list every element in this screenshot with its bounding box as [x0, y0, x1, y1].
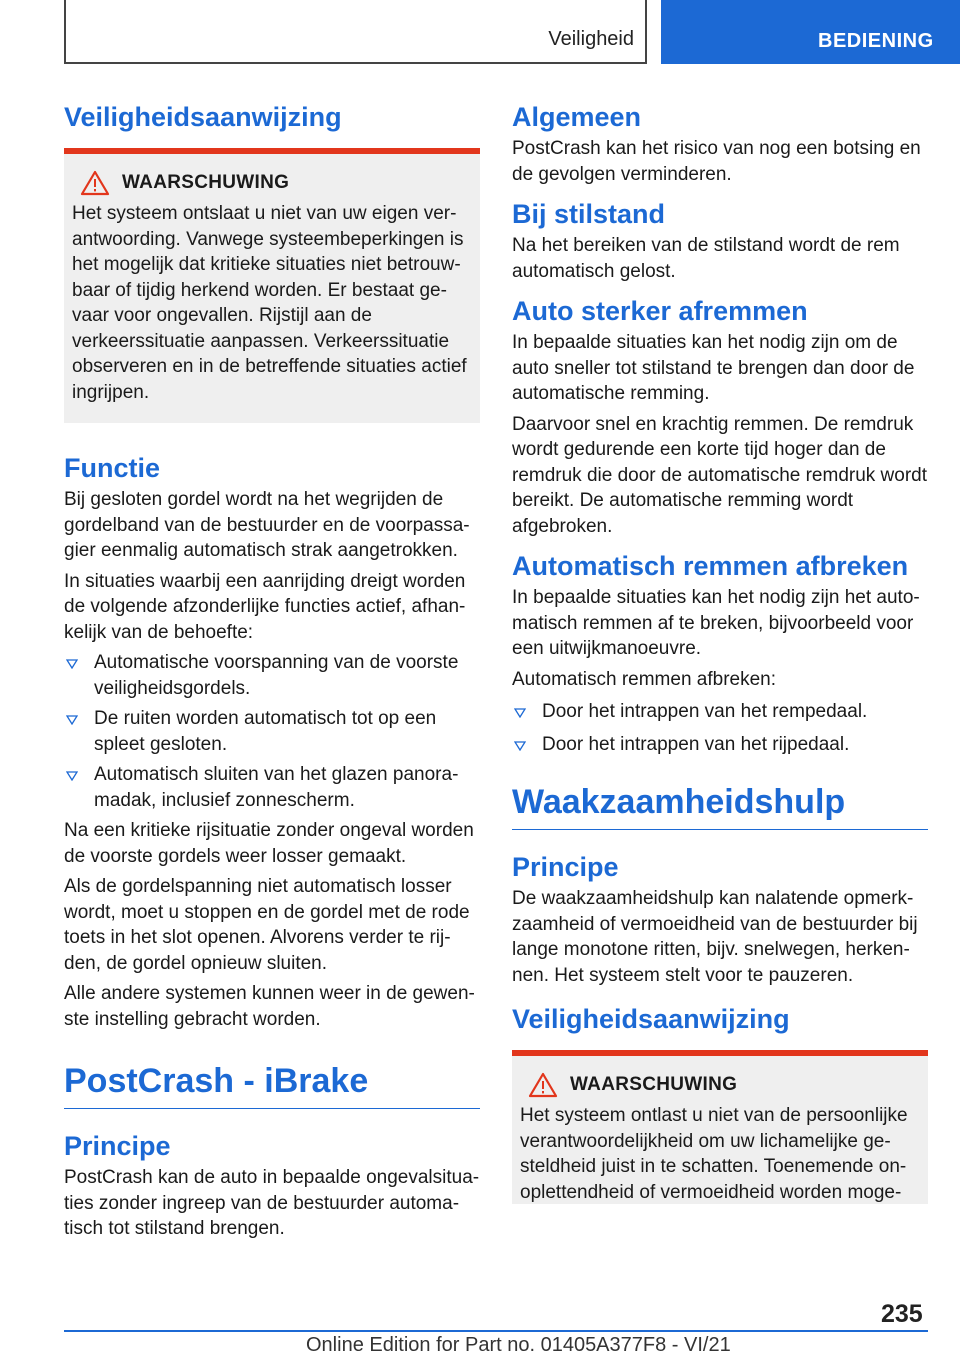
chapter-heading-postcrash: PostCrash - iBrake — [64, 1058, 480, 1109]
bullet-list — [512, 699, 928, 757]
bullet-triangle-icon — [514, 741, 526, 751]
header-chapter-tab[interactable] — [661, 0, 960, 64]
paragraph: De waakzaamheidshulp kan nalatende opmerkzaamheid of vermoeidheid van de bestuurder bij lange monotone ritten, bijv. snelwegen, herkennen. Het systeem stelt voor te pauzeren. — [512, 888, 918, 986]
list-item: Automatische voorspanning van de voorste veiligheidsgordels. — [64, 650, 480, 701]
left-column — [64, 100, 480, 1242]
heading-automatisch-remmen-afbreken: Automatisch remmen afbreken — [512, 551, 909, 581]
bullet-triangle-icon — [66, 659, 78, 669]
list-item: Door het intrappen van het rijpedaal. — [512, 732, 928, 758]
footer-edition-text: Online Edition for Part no. 01405A377F8 - VI/21 — [306, 1334, 731, 1356]
paragraph: In bepaalde situaties kan het nodig zijn het automatisch remmen af te breken, bijvoorbeeld voor een uitwijkmanoeuvre. — [512, 587, 920, 659]
footer-divider — [64, 1330, 928, 1332]
heading-algemeen: Algemeen — [512, 102, 642, 132]
paragraph: PostCrash kan het risico van nog een botsing en de gevolgen verminderen. — [512, 138, 921, 185]
warning-triangle-icon — [528, 1072, 558, 1098]
bullet-list — [64, 650, 480, 813]
heading-auto-sterker-afremmen: Auto sterker afremmen — [512, 296, 808, 326]
heading-principe: Principe — [512, 852, 619, 882]
paragraph: Als de gordelspanning niet automatisch losser wordt, moet u stoppen en de gordel met de rode toets in het slot openen. Alvorens verder te rijden, de gordel opnieuw sluiten. — [64, 876, 470, 974]
header-chapter-tab-label: BEDIENING — [818, 30, 934, 52]
list-item: Automatisch sluiten van het glazen panoramadak, inclusief zonnescherm. — [64, 762, 480, 813]
header-section-title: Veiligheid — [548, 28, 634, 50]
list-item: Door het intrappen van het rempedaal. — [512, 699, 928, 725]
chapter-heading-waakzaamheidshulp: Waakzaamheidshulp — [512, 779, 928, 830]
warning-triangle-icon — [80, 170, 110, 196]
bullet-triangle-icon — [514, 708, 526, 718]
paragraph: In bepaalde situaties kan het nodig zijn om de auto sneller tot stilstand te brengen dan door de automatische remming. — [512, 332, 915, 404]
paragraph: Alle andere systemen kunnen weer in de gewenste instelling gebracht worden. — [64, 983, 475, 1030]
warning-title: WAARSCHUWING — [570, 1074, 738, 1095]
heading-principe: Principe — [64, 1131, 171, 1161]
right-column — [512, 100, 928, 1204]
warning-title: WAARSCHUWING — [122, 172, 290, 193]
warning-box — [512, 1050, 928, 1204]
paragraph: Automatisch remmen afbreken: — [512, 668, 777, 690]
heading-veiligheidsaanwijzing: Veiligheidsaanwijzing — [512, 1004, 790, 1034]
bullet-triangle-icon — [66, 715, 78, 725]
heading-veiligheidsaanwijzing: Veiligheidsaanwijzing — [64, 102, 342, 132]
paragraph: Bij gesloten gordel wordt na het wegrijden de gordelband van de bestuurder en de voorpassagier eenmalig automatisch strak aangetrokken. — [64, 489, 470, 561]
paragraph: PostCrash kan de auto in bepaalde ongevalsituaties zonder ingreep van de bestuurder automatisch tot stilstand brengen. — [64, 1167, 480, 1239]
paragraph: Na een kritieke rijsituatie zonder ongeval worden de voorste gordels weer losser gemaakt. — [64, 820, 474, 867]
warning-text: Het systeem ontlast u niet van de persoonlijke verantwoordelijkheid om uw lichamelijke gesteldheid juist in te schatten. Toenemende onoplettendheid of vermoeidheid worden moge- — [520, 1105, 908, 1203]
paragraph: Na het bereiken van de stilstand wordt de rem automatisch gelost. — [512, 235, 900, 282]
paragraph: Daarvoor snel en krachtig remmen. De remdruk wordt gedurende een korte tijd hoger dan de remdruk die door de automatische remdruk wordt bereikt. De automatische remming wordt afgebroken. — [512, 413, 928, 537]
page-number: 235 — [881, 1300, 923, 1328]
heading-bij-stilstand: Bij stilstand — [512, 199, 666, 229]
warning-box — [64, 148, 480, 423]
heading-functie: Functie — [64, 453, 161, 483]
bullet-triangle-icon — [66, 771, 78, 781]
list-item: De ruiten worden automatisch tot op een spleet gesloten. — [64, 706, 480, 757]
paragraph: In situaties waarbij een aanrijding dreigt worden de volgende afzonderlijke functies actief, afhankelijk van de behoefte: — [64, 570, 466, 643]
warning-text: Het systeem ontslaat u niet van uw eigen verantwoording. Vanwege systeembeperkingen is het mogelijk dat kritieke situaties niet betrouwbaar of tijdig herkend worden. Er bestaat gevaar voor ongevallen. Rijstijl aan de verkeerssituatie aanpassen. Verkeerssituatie observeren en in de betreffende situaties actief ingrijpen. — [72, 203, 467, 403]
